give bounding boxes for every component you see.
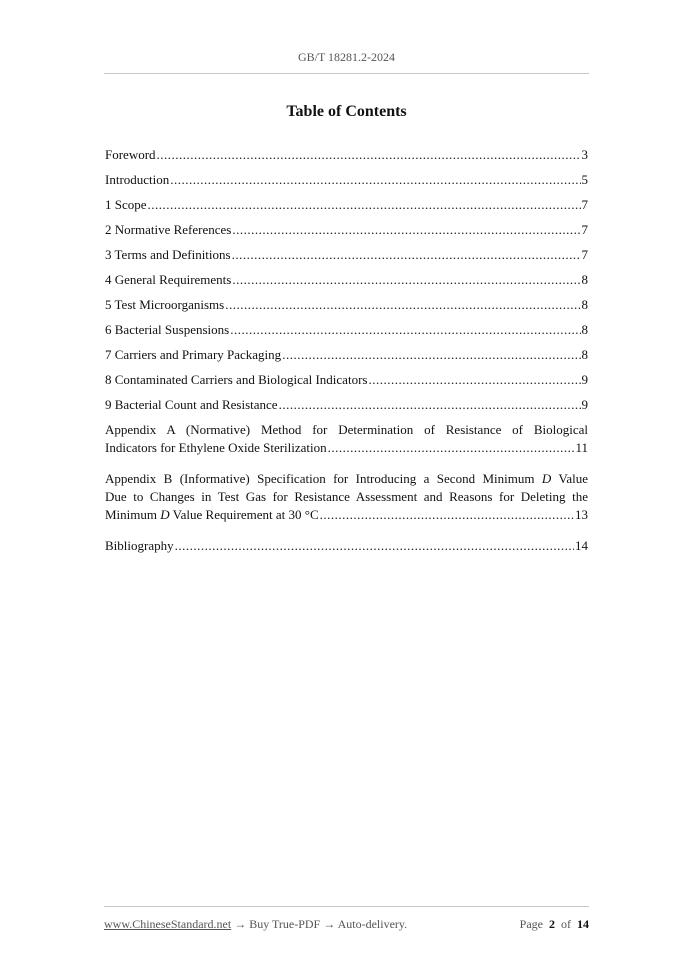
toc-entry-foreword[interactable] <box>105 139 588 164</box>
dot-leader <box>320 506 574 524</box>
dot-leader <box>368 371 580 389</box>
toc-entry-normative-references[interactable] <box>105 214 588 239</box>
toc-entry-label: 4 General Requirements <box>105 272 232 287</box>
toc-entry-label: 3 Terms and Definitions <box>105 247 231 262</box>
dot-leader <box>328 439 575 457</box>
toc-entry-label: Bibliography <box>105 538 174 553</box>
page-word: Page <box>519 917 543 931</box>
toc-entry-page: 11 <box>575 440 588 455</box>
toc-entry-page: 8 <box>581 272 588 287</box>
toc-entry-label: 1 Scope <box>105 197 147 212</box>
toc-entry-label: 6 Bacterial Suspensions <box>105 322 230 337</box>
toc-entry-introduction[interactable] <box>105 164 588 189</box>
toc-entry-page: 5 <box>581 172 588 187</box>
toc-entry-line: Due to Changes in Test Gas for Resistance Assessment and Reasons for Deleting the <box>105 489 588 504</box>
toc-text: Minimum <box>105 507 161 522</box>
dot-leader <box>279 396 581 414</box>
current-page: 2 <box>549 917 555 931</box>
toc-entry-page: 7 <box>581 222 588 237</box>
toc-entry-page: 8 <box>581 347 588 362</box>
toc-entry-page: 9 <box>581 372 588 387</box>
d-symbol: D <box>541 471 552 486</box>
toc-entry-label: 8 Contaminated Carriers and Biological Indicators <box>105 372 368 387</box>
toc-entry-line: Appendix A (Normative) Method for Determination of Resistance of Biological <box>105 422 588 437</box>
footer-divider <box>104 906 589 907</box>
footer-promo <box>104 917 407 932</box>
toc-text: Value Requirement at 30 °C <box>169 507 319 522</box>
toc-entry-page: 8 <box>581 297 588 312</box>
toc-entry-carriers-packaging[interactable] <box>105 339 588 364</box>
dot-leader <box>232 271 580 289</box>
toc-entry-test-microorganisms[interactable] <box>105 289 588 314</box>
toc-entry-appendix-b[interactable] <box>105 463 588 524</box>
dot-leader <box>232 221 580 239</box>
toc-entry-label: 5 Test Microorganisms <box>105 297 225 312</box>
toc-entry-page: 13 <box>575 507 588 522</box>
arrow-icon: → <box>231 917 250 931</box>
toc-list <box>105 139 588 555</box>
dot-leader <box>175 537 574 555</box>
toc-entry-label: 7 Carriers and Primary Packaging <box>105 347 282 362</box>
toc-text: Appendix B (Informative) Specification for Introducing a Second Minimum <box>105 471 542 486</box>
arrow-icon: → <box>320 917 338 931</box>
toc-entry-line <box>105 470 588 488</box>
dot-leader <box>230 321 580 339</box>
dot-leader <box>148 196 581 214</box>
toc-entry-contaminated-carriers[interactable] <box>105 364 588 389</box>
toc-entry-label: Indicators for Ethylene Oxide Sterilization <box>105 440 327 455</box>
website-link[interactable]: www.ChineseStandard.net <box>104 917 232 931</box>
toc-entry-page: 9 <box>581 397 588 412</box>
toc-entry-page: 3 <box>581 147 588 162</box>
toc-entry-label: 9 Bacterial Count and Resistance <box>105 397 278 412</box>
toc-text: Value <box>551 471 588 486</box>
dot-leader <box>282 346 580 364</box>
page-footer <box>104 917 589 932</box>
document-code-header: GB/T 18281.2-2024 <box>297 50 396 64</box>
dot-leader <box>157 146 581 164</box>
toc-entry-bibliography[interactable] <box>105 530 588 555</box>
toc-entry-appendix-a[interactable] <box>105 414 588 457</box>
total-pages: 14 <box>577 917 589 931</box>
toc-title: Table of Contents <box>286 103 407 120</box>
header-divider <box>104 73 589 74</box>
dot-leader <box>232 246 581 264</box>
toc-entry-last-line <box>105 506 588 524</box>
toc-entry-last-line <box>105 439 588 457</box>
of-word: of <box>561 917 571 931</box>
toc-entry-page: 8 <box>581 322 588 337</box>
page-number <box>520 917 589 932</box>
toc-entry-general-requirements[interactable] <box>105 264 588 289</box>
dot-leader <box>170 171 580 189</box>
auto-delivery-text: Auto-delivery. <box>337 917 408 931</box>
dot-leader <box>225 296 580 314</box>
d-symbol: D <box>160 507 170 522</box>
toc-entry-page: 7 <box>581 247 588 262</box>
toc-entry-label: Foreword <box>105 147 156 162</box>
toc-entry-page: 7 <box>581 197 588 212</box>
toc-entry-label: Introduction <box>105 172 170 187</box>
toc-entry-label <box>105 506 319 524</box>
toc-entry-label: 2 Normative References <box>105 222 232 237</box>
toc-entry-page: 14 <box>575 538 588 553</box>
toc-entry-scope[interactable] <box>105 189 588 214</box>
toc-entry-terms-definitions[interactable] <box>105 239 588 264</box>
buy-pdf-text: Buy True-PDF <box>249 917 321 931</box>
toc-entry-bacterial-suspensions[interactable] <box>105 314 588 339</box>
toc-entry-bacterial-count[interactable] <box>105 389 588 414</box>
